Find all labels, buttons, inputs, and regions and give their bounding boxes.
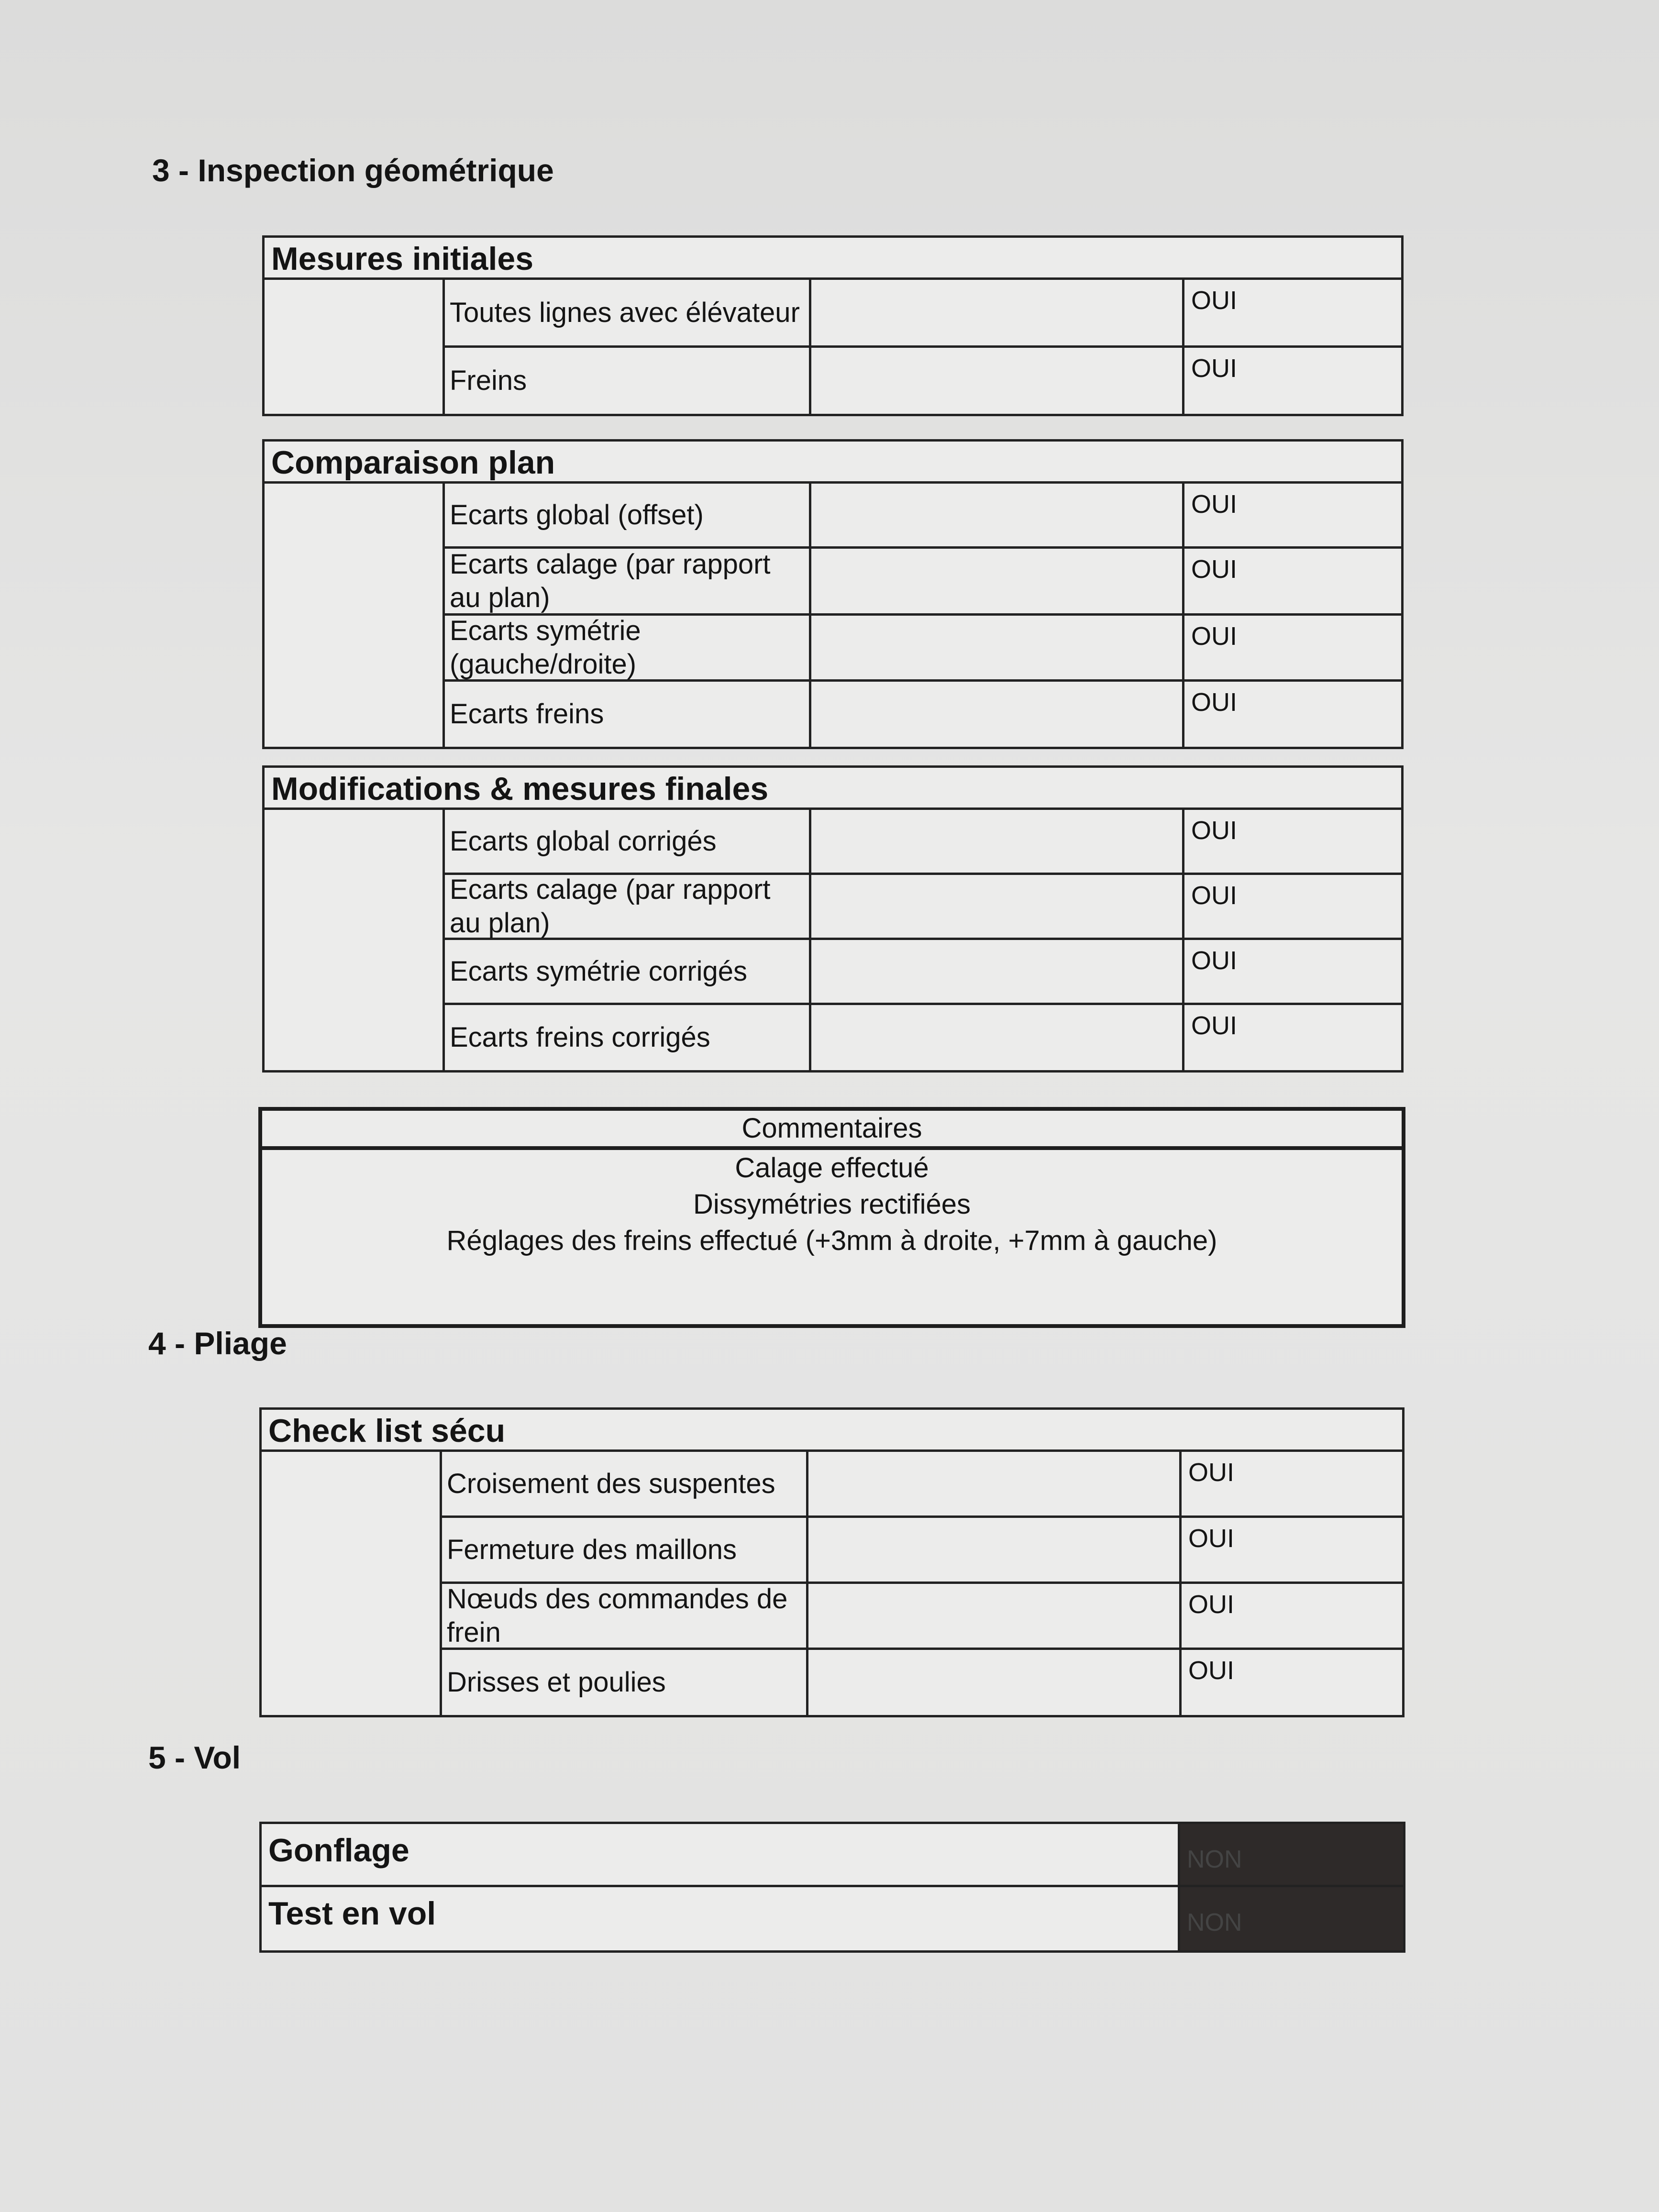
answer-cell: OUI [1191,881,1238,910]
answer-cell: OUI [1191,688,1238,717]
comments-title: Commentaires [262,1111,1402,1150]
row-label: Ecarts global (offset) [445,484,811,546]
row-label: Nœuds des commandes de frein [442,1584,808,1648]
table-row [442,1452,1402,1518]
table-check-list [259,1407,1405,1717]
table-title: Modifications & mesures finales [265,768,1401,810]
row-label: Ecarts freins corrigés [445,1005,811,1070]
table-title: Check list sécu [262,1410,1402,1452]
table-row [445,616,1401,682]
table-row [445,348,1401,414]
section-4-title: 4 - Pliage [148,1326,287,1361]
answer-cell: NON [1180,1824,1403,1885]
table-row [262,1887,1403,1950]
row-label: Ecarts global corrigés [445,810,811,873]
table-row [445,810,1401,875]
value-cell [808,1584,1182,1648]
table-vol [259,1822,1405,1953]
table-row [445,940,1401,1005]
row-label: Croisement des suspentes [442,1452,808,1515]
blank-column [265,810,445,1070]
row-label: Ecarts calage (par rapport au plan) [445,875,811,938]
table-modifications [262,765,1404,1073]
table-row [445,280,1401,348]
answer-cell: NON [1180,1887,1403,1950]
value-cell [811,875,1184,938]
row-label: Ecarts symétrie corrigés [445,940,811,1003]
value-cell [808,1518,1182,1582]
value-cell [811,616,1184,679]
table-row [442,1650,1402,1715]
comments-box [258,1107,1405,1328]
answer-cell: OUI [1191,286,1238,315]
row-label: Ecarts freins [445,682,811,747]
row-label: Ecarts symétrie (gauche/droite) [445,616,811,679]
table-row [442,1518,1402,1584]
value-cell [811,280,1184,345]
table-row [445,1005,1401,1070]
comment-line: Dissymétries rectifiées [693,1189,971,1220]
answer-cell: OUI [1191,1011,1238,1040]
answer-cell: OUI [1188,1524,1235,1553]
table-row [445,484,1401,549]
value-cell [811,549,1184,613]
table-title: Comparaison plan [265,442,1401,484]
value-cell [811,348,1184,414]
table-row [442,1584,1402,1650]
blank-column [262,1452,442,1715]
answer-cell: OUI [1188,1458,1235,1487]
value-cell [811,1005,1184,1070]
table-row [262,1824,1403,1887]
section-5-title: 5 - Vol [148,1740,241,1775]
answer-cell: OUI [1191,946,1238,975]
comment-line: Calage effectué [735,1152,929,1183]
answer-cell: OUI [1191,622,1238,651]
value-cell [811,682,1184,747]
answer-cell: OUI [1188,1590,1235,1619]
row-label: Fermeture des maillons [442,1518,808,1582]
comment-line: Réglages des freins effectué (+3mm à droite, +7mm à gauche) [446,1225,1217,1256]
table-row [445,682,1401,747]
answer-cell: OUI [1191,490,1238,519]
row-label: Ecarts calage (par rapport au plan) [445,549,811,613]
value-cell [811,810,1184,873]
table-mesures-initiales [262,235,1404,416]
answer-cell: OUI [1191,354,1238,383]
row-label: Gonflage [262,1824,1180,1885]
answer-cell: OUI [1188,1656,1235,1685]
table-row [445,549,1401,616]
blank-column [265,280,445,414]
table-comparaison-plan [262,439,1404,749]
row-label: Drisses et poulies [442,1650,808,1715]
table-row [445,875,1401,940]
answer-cell: OUI [1191,816,1238,845]
row-label: Test en vol [262,1887,1180,1950]
table-title: Mesures initiales [265,238,1401,280]
row-label: Toutes lignes avec élévateur [445,280,811,345]
value-cell [811,484,1184,546]
value-cell [808,1650,1182,1715]
value-cell [811,940,1184,1003]
row-label: Freins [445,348,811,414]
blank-column [265,484,445,747]
answer-cell: OUI [1191,555,1238,584]
value-cell [808,1452,1182,1515]
section-3-title: 3 - Inspection géométrique [152,153,554,188]
